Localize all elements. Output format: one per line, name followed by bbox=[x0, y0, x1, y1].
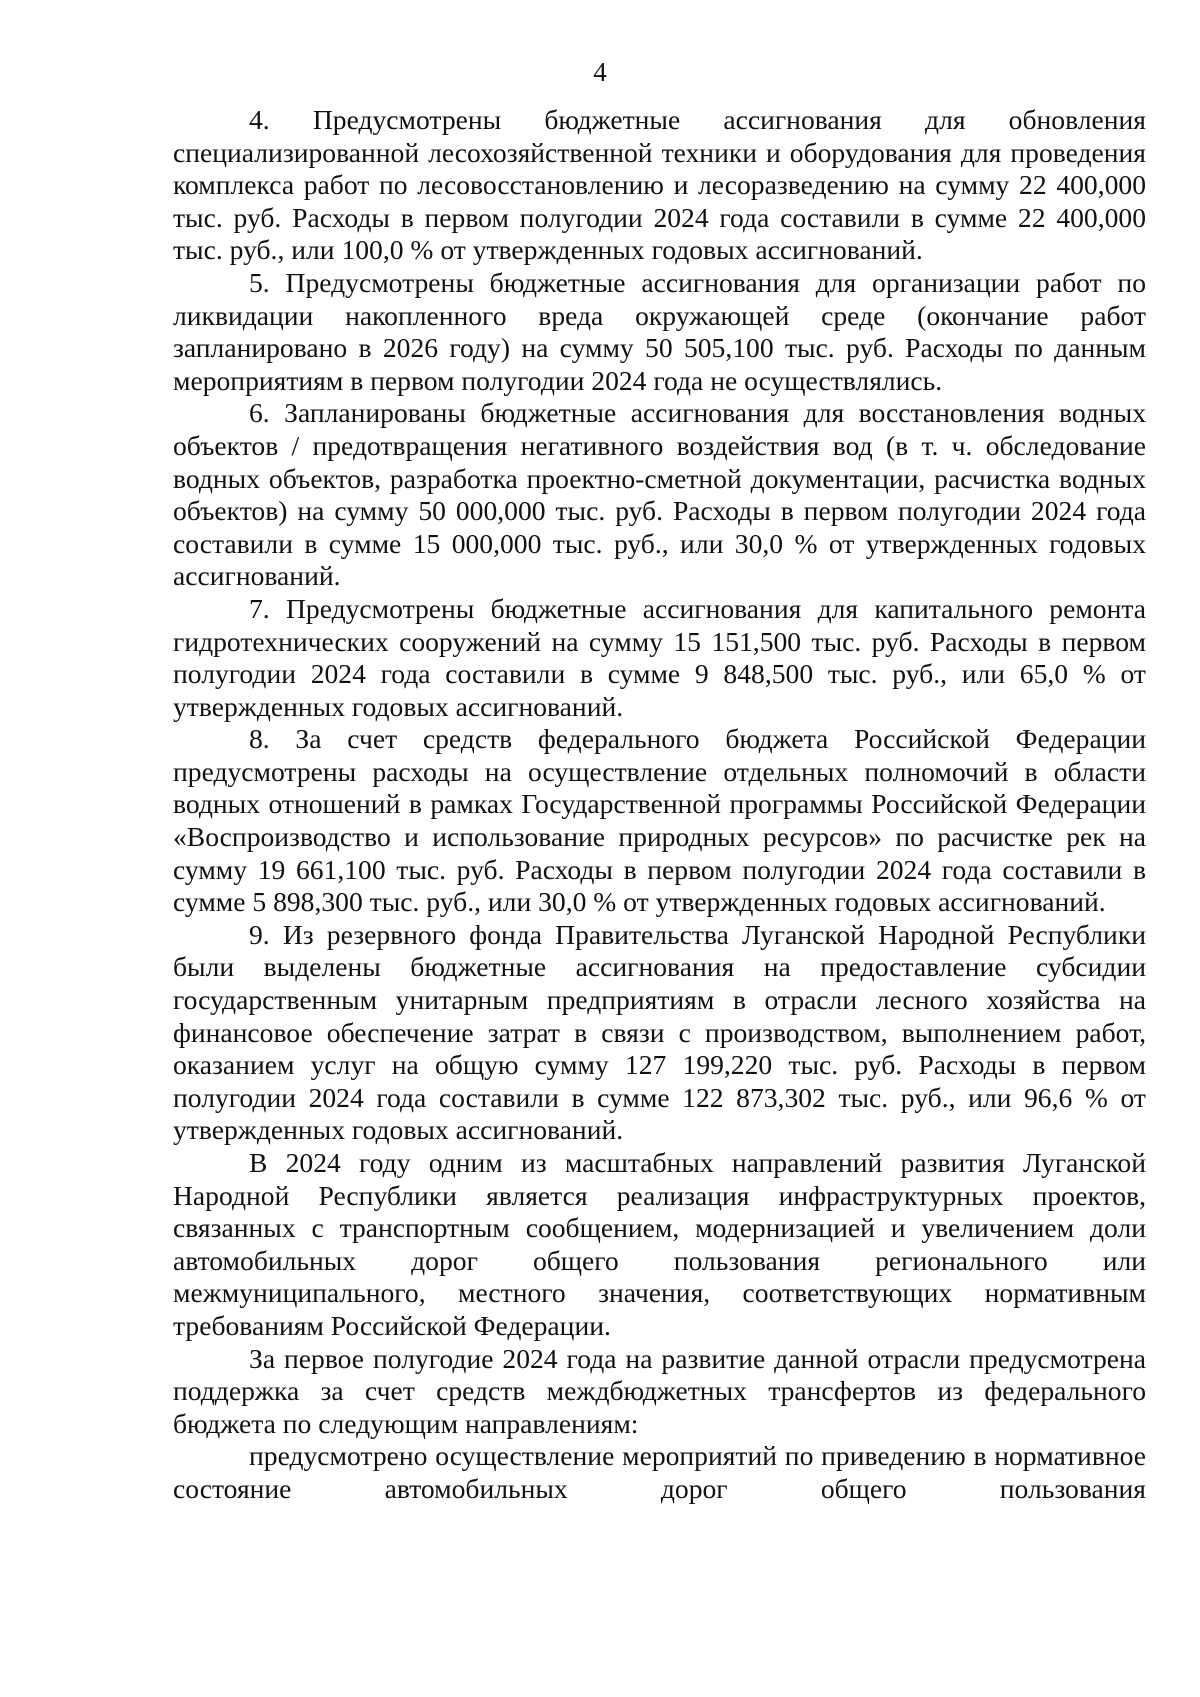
paragraph-item-7: 7. Предусмотрены бюджетные ассигнования для капитального ремонта гидротехнических сооружений на сумму 15 151,500 тыс. руб. Расходы в первом полугодии 2024 года составили в сумме 9 848,500 тыс. руб., или 65,0 % от утвержденных годовых ассигнований. bbox=[173, 592, 1146, 722]
paragraph-item-4: 4. Предусмотрены бюджетные ассигнования для обновления специализированной лесохозяйственной техники и оборудования для проведения комплекса работ по лесовосстановлению и лесоразведению на сумму 22 400,000 тыс. руб. Расходы в первом полугодии 2024 года составили в сумме 22 400,000 тыс. руб., или 100,0 % от утвержденных годовых ассигнований. bbox=[173, 104, 1146, 266]
document-body bbox=[173, 104, 1146, 1506]
paragraph-infrastructure: В 2024 году одним из масштабных направлений развития Луганской Народной Республики является реализация инфраструктурных проектов, связанных с транспортным сообщением, модернизацией и увеличением доли автомобильных дорог общего пользования регионального или межмуниципального, местного значения, соответствующих нормативным требованиям Российской Федерации. bbox=[173, 1147, 1146, 1341]
paragraph-item-5: 5. Предусмотрены бюджетные ассигнования для организации работ по ликвидации накопленного вреда окружающей среде (окончание работ запланировано в 2026 году) на сумму 50 505,100 тыс. руб. Расходы по данным мероприятиям в первом полугодии 2024 года не осуществлялись. bbox=[173, 266, 1146, 396]
paragraph-first-half-support: За первое полугодие 2024 года на развитие данной отрасли предусмотрена поддержка за счет средств междбюджетных трансфертов из федерального бюджета по следующим направлениям: bbox=[173, 1342, 1146, 1439]
page-number: 4 bbox=[593, 57, 607, 87]
paragraph-item-9: 9. Из резервного фонда Правительства Луганской Народной Республики были выделены бюджетные ассигнования на предоставление субсидии государственным унитарным предприятиям в отрасли лесного хозяйства на финансовое обеспечение затрат в связи с производством, выполнением работ, оказанием услуг на общую сумму 127 199,220 тыс. руб. Расходы в первом полугодии 2024 года составили в сумме 122 873,302 тыс. руб., или 96,6 % от утвержденных годовых ассигнований. bbox=[173, 918, 1146, 1146]
paragraph-item-8: 8. За счет средств федерального бюджета Российской Федерации предусмотрены расходы на осуществление отдельных полномочий в области водных отношений в рамках Государственной программы Российской Федерации «Воспроизводство и использование природных ресурсов» по расчистке рек на сумму 19 661,100 тыс. руб. Расходы в первом полугодии 2024 года составили в сумме 5 898,300 тыс. руб., или 30,0 % от утвержденных годовых ассигнований. bbox=[173, 723, 1146, 918]
paragraph-item-6: 6. Запланированы бюджетные ассигнования для восстановления водных объектов / предотвращения негативного воздействия вод (в т. ч. обследование водных объектов, разработка проектно-сметной документации, расчистка водных объектов) на сумму 50 000,000 тыс. руб. Расходы в первом полугодии 2024 года составили в сумме 15 000,000 тыс. руб., или 30,0 % от утвержденных годовых ассигнований. bbox=[173, 397, 1146, 592]
paragraph-road-measures: предусмотрено осуществление мероприятий по приведению в нормативное состояние автомобильных дорог общего пользования bbox=[173, 1440, 1146, 1504]
